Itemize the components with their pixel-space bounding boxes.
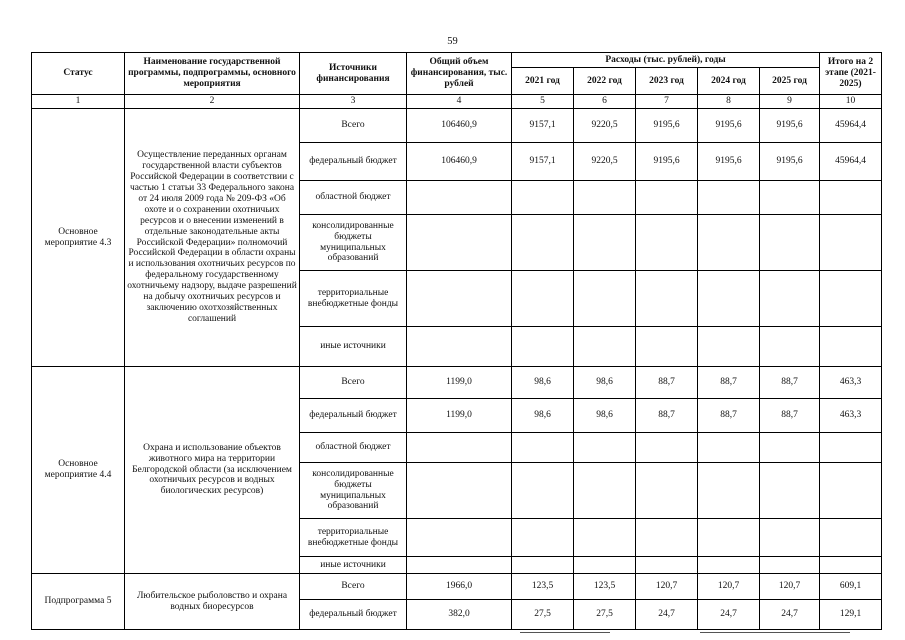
status-cell: Основное мероприятие 4.3 <box>32 109 125 367</box>
year-value-cell <box>636 327 698 367</box>
total-cell <box>407 557 512 574</box>
total-cell: 1199,0 <box>407 367 512 399</box>
stage-total-cell: 463,3 <box>820 399 882 433</box>
year-value-cell <box>574 519 636 557</box>
col-number: 1 <box>32 95 125 109</box>
year-value-cell: 120,7 <box>636 574 698 600</box>
year-value-cell <box>636 463 698 519</box>
header-year: 2023 год <box>636 68 698 95</box>
year-value-cell: 9195,6 <box>760 143 820 181</box>
header-year: 2021 год <box>512 68 574 95</box>
total-cell <box>407 519 512 557</box>
year-value-cell: 88,7 <box>698 399 760 433</box>
header-program-name: Наименование государственной программы, подпрограммы, основного мероприятия <box>125 53 300 95</box>
year-value-cell: 88,7 <box>636 399 698 433</box>
year-value-cell <box>760 271 820 327</box>
year-value-cell <box>574 215 636 271</box>
total-cell <box>407 215 512 271</box>
page-number: 59 <box>447 36 458 47</box>
year-value-cell: 9195,6 <box>698 143 760 181</box>
year-value-cell <box>636 181 698 215</box>
source-cell: федеральный бюджет <box>300 143 407 181</box>
header-status: Статус <box>32 53 125 95</box>
header-year: 2025 год <box>760 68 820 95</box>
year-value-cell <box>512 557 574 574</box>
year-value-cell <box>760 557 820 574</box>
stage-total-cell <box>820 215 882 271</box>
year-value-cell <box>636 557 698 574</box>
year-value-cell <box>760 327 820 367</box>
year-value-cell: 98,6 <box>574 367 636 399</box>
year-value-cell <box>512 327 574 367</box>
year-value-cell: 88,7 <box>698 367 760 399</box>
col-number: 7 <box>636 95 698 109</box>
year-value-cell: 120,7 <box>698 574 760 600</box>
stage-total-cell: 463,3 <box>820 367 882 399</box>
total-cell: 382,0 <box>407 600 512 630</box>
year-value-cell: 9195,6 <box>636 143 698 181</box>
col-number: 8 <box>698 95 760 109</box>
year-value-cell <box>574 433 636 463</box>
year-value-cell <box>698 463 760 519</box>
year-value-cell: 123,5 <box>512 574 574 600</box>
program-name-cell: Охрана и использование объектов животного мира на территории Белгородской области (за исключением охотничьих ресурсов и водных биологических ресурсов) <box>125 367 300 574</box>
stage-total-cell <box>820 519 882 557</box>
program-name-cell: Любительское рыболовство и охрана водных биоресурсов <box>125 574 300 630</box>
year-value-cell <box>636 215 698 271</box>
source-cell: консолидированные бюджеты муниципальных образований <box>300 463 407 519</box>
stage-total-cell <box>820 327 882 367</box>
table-row <box>32 574 882 600</box>
total-cell <box>407 463 512 519</box>
year-value-cell <box>512 433 574 463</box>
budget-table <box>31 52 882 630</box>
year-value-cell: 98,6 <box>512 399 574 433</box>
year-value-cell: 88,7 <box>760 399 820 433</box>
year-value-cell <box>512 519 574 557</box>
stage-total-cell <box>820 433 882 463</box>
header-year: 2024 год <box>698 68 760 95</box>
year-value-cell: 24,7 <box>760 600 820 630</box>
year-value-cell: 24,7 <box>698 600 760 630</box>
program-name-cell: Осуществление переданных органам государственной власти субъектов Российской Федерации в соответствии с частью 1 статьи 33 Федерального закона от 24 июля 2009 года № 209-ФЗ «Об охоте и о сохранении охотничьих ресурсов и о внесении изменений в отдельные законодательные акты Российской Федерации» полномочий Российской Федерации в области охраны и использования охотничьих ресурсов по федеральному государственному охотничьему надзору, выдаче разрешений на добычу охотничьих ресурсов и заключению охотхозяйственных соглашений <box>125 109 300 367</box>
total-cell <box>407 181 512 215</box>
year-value-cell <box>698 181 760 215</box>
year-value-cell <box>574 557 636 574</box>
header-expenses: Расходы (тыс. рублей), годы <box>512 53 820 68</box>
year-value-cell <box>636 519 698 557</box>
source-cell: консолидированные бюджеты муниципальных образований <box>300 215 407 271</box>
stage-total-cell: 45964,4 <box>820 143 882 181</box>
year-value-cell <box>636 433 698 463</box>
header-total-volume: Общий объем финансирования, тыс. рублей <box>407 53 512 95</box>
col-number: 6 <box>574 95 636 109</box>
stage-total-cell: 609,1 <box>820 574 882 600</box>
header-stage-total: Итого на 2 этапе (2021-2025) <box>820 53 882 95</box>
year-value-cell: 9157,1 <box>512 143 574 181</box>
year-value-cell <box>760 181 820 215</box>
year-value-cell: 9220,5 <box>574 109 636 143</box>
year-value-cell <box>698 271 760 327</box>
col-number: 10 <box>820 95 882 109</box>
table-row <box>32 109 882 143</box>
year-value-cell <box>574 463 636 519</box>
year-value-cell <box>698 433 760 463</box>
year-value-cell: 9195,6 <box>760 109 820 143</box>
year-value-cell: 123,5 <box>574 574 636 600</box>
col-number: 9 <box>760 95 820 109</box>
header-year: 2022 год <box>574 68 636 95</box>
stage-total-cell <box>820 557 882 574</box>
source-cell: Всего <box>300 367 407 399</box>
year-value-cell <box>698 327 760 367</box>
total-cell: 106460,9 <box>407 109 512 143</box>
table-row <box>32 367 882 399</box>
source-cell: иные источники <box>300 327 407 367</box>
total-cell: 106460,9 <box>407 143 512 181</box>
total-cell: 1199,0 <box>407 399 512 433</box>
status-cell: Основное мероприятие 4.4 <box>32 367 125 574</box>
col-number: 4 <box>407 95 512 109</box>
source-cell: территориальные внебюджетные фонды <box>300 271 407 327</box>
source-cell: Всего <box>300 574 407 600</box>
total-cell <box>407 433 512 463</box>
year-value-cell <box>760 433 820 463</box>
source-cell: территориальные внебюджетные фонды <box>300 519 407 557</box>
stage-total-cell: 45964,4 <box>820 109 882 143</box>
total-cell <box>407 271 512 327</box>
year-value-cell <box>698 557 760 574</box>
source-cell: федеральный бюджет <box>300 600 407 630</box>
year-value-cell: 88,7 <box>760 367 820 399</box>
year-value-cell <box>512 271 574 327</box>
source-cell: иные источники <box>300 557 407 574</box>
status-cell: Подпрограмма 5 <box>32 574 125 630</box>
year-value-cell: 27,5 <box>574 600 636 630</box>
year-value-cell: 9195,6 <box>636 109 698 143</box>
scan-artifact-line <box>520 632 610 633</box>
header-sources: Источники финансирования <box>300 53 407 95</box>
year-value-cell <box>760 215 820 271</box>
stage-total-cell: 129,1 <box>820 600 882 630</box>
source-cell: федеральный бюджет <box>300 399 407 433</box>
year-value-cell <box>698 215 760 271</box>
col-number: 3 <box>300 95 407 109</box>
stage-total-cell <box>820 463 882 519</box>
year-value-cell: 98,6 <box>574 399 636 433</box>
year-value-cell <box>636 271 698 327</box>
total-cell <box>407 327 512 367</box>
year-value-cell <box>512 215 574 271</box>
source-cell: Всего <box>300 109 407 143</box>
year-value-cell: 88,7 <box>636 367 698 399</box>
year-value-cell <box>698 519 760 557</box>
col-number: 5 <box>512 95 574 109</box>
scan-artifact-line <box>700 632 850 633</box>
year-value-cell: 9157,1 <box>512 109 574 143</box>
stage-total-cell <box>820 271 882 327</box>
stage-total-cell <box>820 181 882 215</box>
col-number: 2 <box>125 95 300 109</box>
source-cell: областной бюджет <box>300 181 407 215</box>
total-cell: 1966,0 <box>407 574 512 600</box>
year-value-cell <box>512 181 574 215</box>
year-value-cell <box>512 463 574 519</box>
year-value-cell: 9220,5 <box>574 143 636 181</box>
year-value-cell <box>760 519 820 557</box>
year-value-cell: 27,5 <box>512 600 574 630</box>
year-value-cell: 98,6 <box>512 367 574 399</box>
year-value-cell: 24,7 <box>636 600 698 630</box>
year-value-cell: 120,7 <box>760 574 820 600</box>
year-value-cell <box>574 327 636 367</box>
year-value-cell: 9195,6 <box>698 109 760 143</box>
year-value-cell <box>574 271 636 327</box>
year-value-cell <box>760 463 820 519</box>
source-cell: областной бюджет <box>300 433 407 463</box>
year-value-cell <box>574 181 636 215</box>
